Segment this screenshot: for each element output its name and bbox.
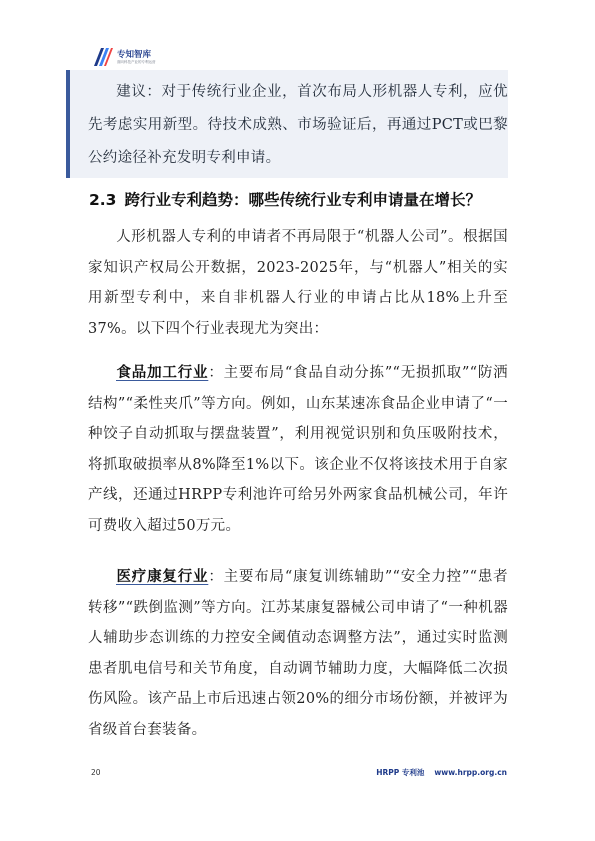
footer-pool-name: HRPP 专利池 — [376, 768, 425, 777]
food-industry-text: ：主要布局“食品自动分拣”“无损抓取”“防洒结构”“柔性夹爪”等方向。例如，山东某速冻食品企业申请了“一种饺子自动抓取与摆盘装置”，利用视觉识别和负压吸附技术，将抓取破损率从8%降至1%以下。该企业不仅将该技术用于自家产线，还通过HRPP专利池许可给另外两家食品机械公司，年许可费收入超过50万元。 — [88, 365, 508, 534]
intro-text: 人形机器人专利的申请者不再局限于“机器人公司”。根据国家知识产权局公开数据，2023-2025年，与“机器人”相关的实用新型专利中，来自非机器人行业的申请占比从18%上升至37%。以下四个行业表现尤为突出： — [88, 229, 508, 337]
suggestion-text-block — [88, 76, 508, 175]
logo-mark-icon — [92, 46, 114, 68]
section-number: 2.3 — [89, 191, 117, 209]
footer-info — [376, 767, 507, 778]
medical-industry-paragraph — [88, 562, 508, 745]
logo-name: 专知智库 — [117, 49, 152, 60]
medical-industry-text: ：主要布局“康复训练辅助”“安全力控”“患者转移”“跌倒监测”等方向。江苏某康复器械公司申请了“一种机器人辅助步态训练的力控安全阈值动态调整方法”，通过实时监测患者肌电信号和关节角度，自动调节辅助力度，大幅降低二次损伤风险。该产品上市后迅速占领20%的细分市场份额，并被评为省级首台套装备。 — [88, 569, 508, 738]
medical-industry-lead: 医疗康复行业 — [116, 569, 209, 585]
intro-paragraph — [88, 222, 508, 344]
page-number: 20 — [91, 768, 101, 777]
food-industry-lead: 食品加工行业 — [116, 365, 209, 381]
section-title: 跨行业专利趋势：哪些传统行业专利申请量在增长？ — [124, 191, 481, 209]
footer-website-link[interactable]: www.hrpp.org.cn — [434, 768, 507, 777]
suggestion-text: 建议：对于传统行业企业，首次布局人形机器人专利，应优先考虑实用新型。待技术成熟、市场验证后，再通过PCT或巴黎公约途径补充发明专利申请。 — [88, 84, 508, 166]
brand-logo — [92, 45, 156, 69]
food-industry-paragraph — [88, 358, 508, 541]
logo-subtitle: 面向科技产业的专利运营 — [117, 59, 156, 64]
section-heading — [89, 187, 519, 213]
